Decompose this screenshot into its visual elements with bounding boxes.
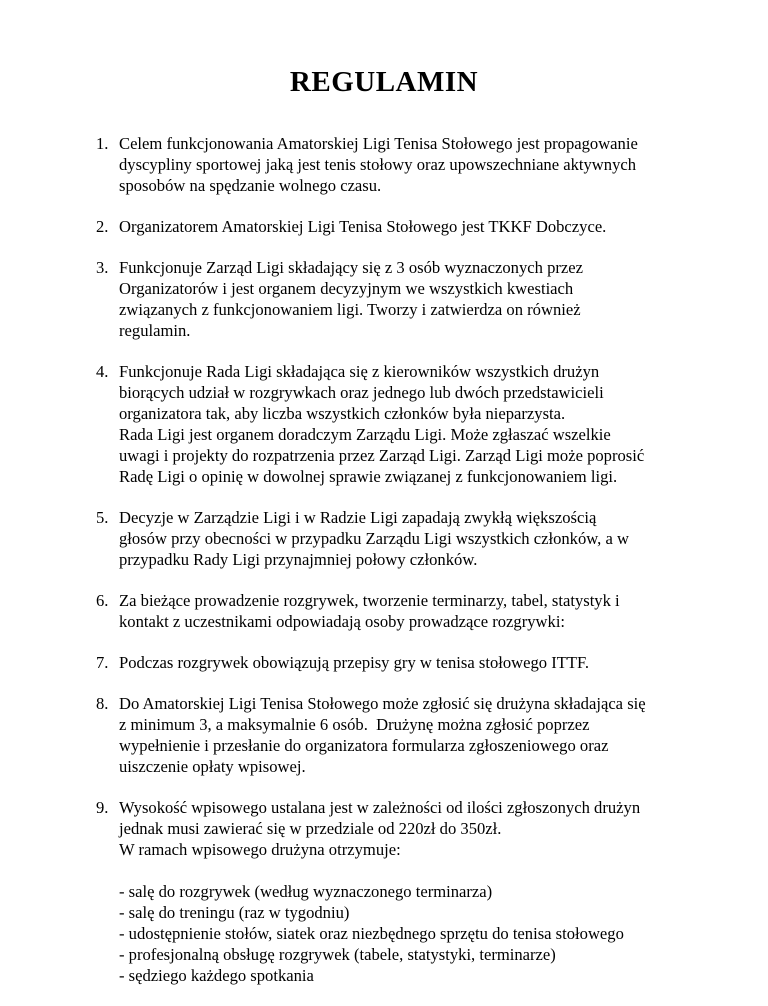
rule-text-line: Podczas rozgrywek obowiązują przepisy gry w tenisa stołowego ITTF. [119,653,590,672]
rule-text-line: biorących udział w rozgrywkach oraz jednego lub dwóch przedstawicieli [119,383,604,402]
rule-item-2 [0,216,679,237]
rule-text-line: Do Amatorskiej Ligi Tenisa Stołowego może zgłosić się drużyna składająca się [119,694,646,713]
rule-text-line: przypadku Rady Ligi przynajmniej połowy członków. [119,550,478,569]
rule-item-6 [0,590,679,632]
rule-text-line: dyscypliny sportowej jaką jest tenis stołowy oraz upowszechniane aktywnych [119,155,637,174]
rule-number: 6. [96,591,109,610]
rule-item-9 [0,797,679,986]
rule-text-line: Organizatorem Amatorskiej Ligi Tenisa Stołowego jest TKKF Dobczyce. [119,217,607,236]
rule-item-1 [0,133,679,196]
benefit-item: - salę do treningu (raz w tygodniu) [119,903,350,922]
rule-item-5 [0,507,679,570]
rule-number: 2. [96,217,109,236]
rule-number: 7. [96,653,109,672]
benefit-item: - sędziego każdego spotkania [119,966,314,985]
rule-number: 5. [96,508,109,527]
document-title: REGULAMIN [289,66,479,98]
rules-list [0,133,768,1006]
rule-text-line: kontakt z uczestnikami odpowiadają osoby prowadzące rozgrywki: [119,612,566,631]
rule-text-line: uiszczenie opłaty wpisowej. [119,757,306,776]
rule-text-line: Celem funkcjonowania Amatorskiej Ligi Tenisa Stołowego jest propagowanie [119,134,638,153]
rule-text-line: regulamin. [119,321,191,340]
benefit-item: - profesjonalną obsługę rozgrywek (tabele, statystyki, terminarze) [119,945,556,964]
rule-text-line: z minimum 3, a maksymalnie 6 osób. Drużynę można zgłosić poprzez [119,715,590,734]
rule-text-line: wypełnienie i przesłanie do organizatora formularza zgłoszeniowego oraz [119,736,609,755]
rule-text-line: związanych z funkcjonowaniem ligi. Tworzy i zatwierdza on również [119,300,581,319]
rule-number: 8. [96,694,109,713]
benefit-item: - udostępnienie stołów, siatek oraz niezbędnego sprzętu do tenisa stołowego [119,924,624,943]
rule-text-line: jednak musi zawierać się w przedziale od 220zł do 350zł. [119,819,502,838]
rule-text-line: Funkcjonuje Rada Ligi składająca się z kierowników wszystkich drużyn [119,362,600,381]
rule-item-7 [0,652,679,673]
rule-item-8 [0,693,679,777]
rule-text-line: Wysokość wpisowego ustalana jest w zależności od ilości zgłoszonych drużyn [119,798,641,817]
benefits-list [119,881,679,986]
rule-text-line: Radę Ligi o opinię w dowolnej sprawie związanej z funkcjonowaniem ligi. [119,467,618,486]
rule-text-line: Rada Ligi jest organem doradczym Zarządu Ligi. Może zgłaszać wszelkie [119,425,611,444]
rule-item-3 [0,257,679,341]
rule-text-line: głosów przy obecności w przypadku Zarządu Ligi wszystkich członków, a w [119,529,629,548]
rule-number: 1. [96,134,109,153]
rule-number: 9. [96,798,109,817]
rule-text-line: Decyzje w Zarządzie Ligi i w Radzie Ligi zapadają zwykłą większością [119,508,597,527]
rule-text-line: W ramach wpisowego drużyna otrzymuje: [119,840,401,859]
rule-text-line: Organizatorów i jest organem decyzyjnym we wszystkich kwestiach [119,279,574,298]
benefit-item: - salę do rozgrywek (według wyznaczonego terminarza) [119,882,493,901]
rule-item-4 [0,361,679,487]
rule-number: 4. [96,362,109,381]
rule-text-line: organizatora tak, aby liczba wszystkich członków była nieparzysta. [119,404,566,423]
rule-text-line: Funkcjonuje Zarząd Ligi składający się z 3 osób wyznaczonych przez [119,258,583,277]
rule-text-line: sposobów na spędzanie wolnego czasu. [119,176,382,195]
rule-text-line: Za bieżące prowadzenie rozgrywek, tworzenie terminarzy, tabel, statystyk i [119,591,620,610]
rule-text-line: uwagi i projekty do rozpatrzenia przez Zarząd Ligi. Zarząd Ligi może poprosić [119,446,645,465]
rule-number: 3. [96,258,109,277]
